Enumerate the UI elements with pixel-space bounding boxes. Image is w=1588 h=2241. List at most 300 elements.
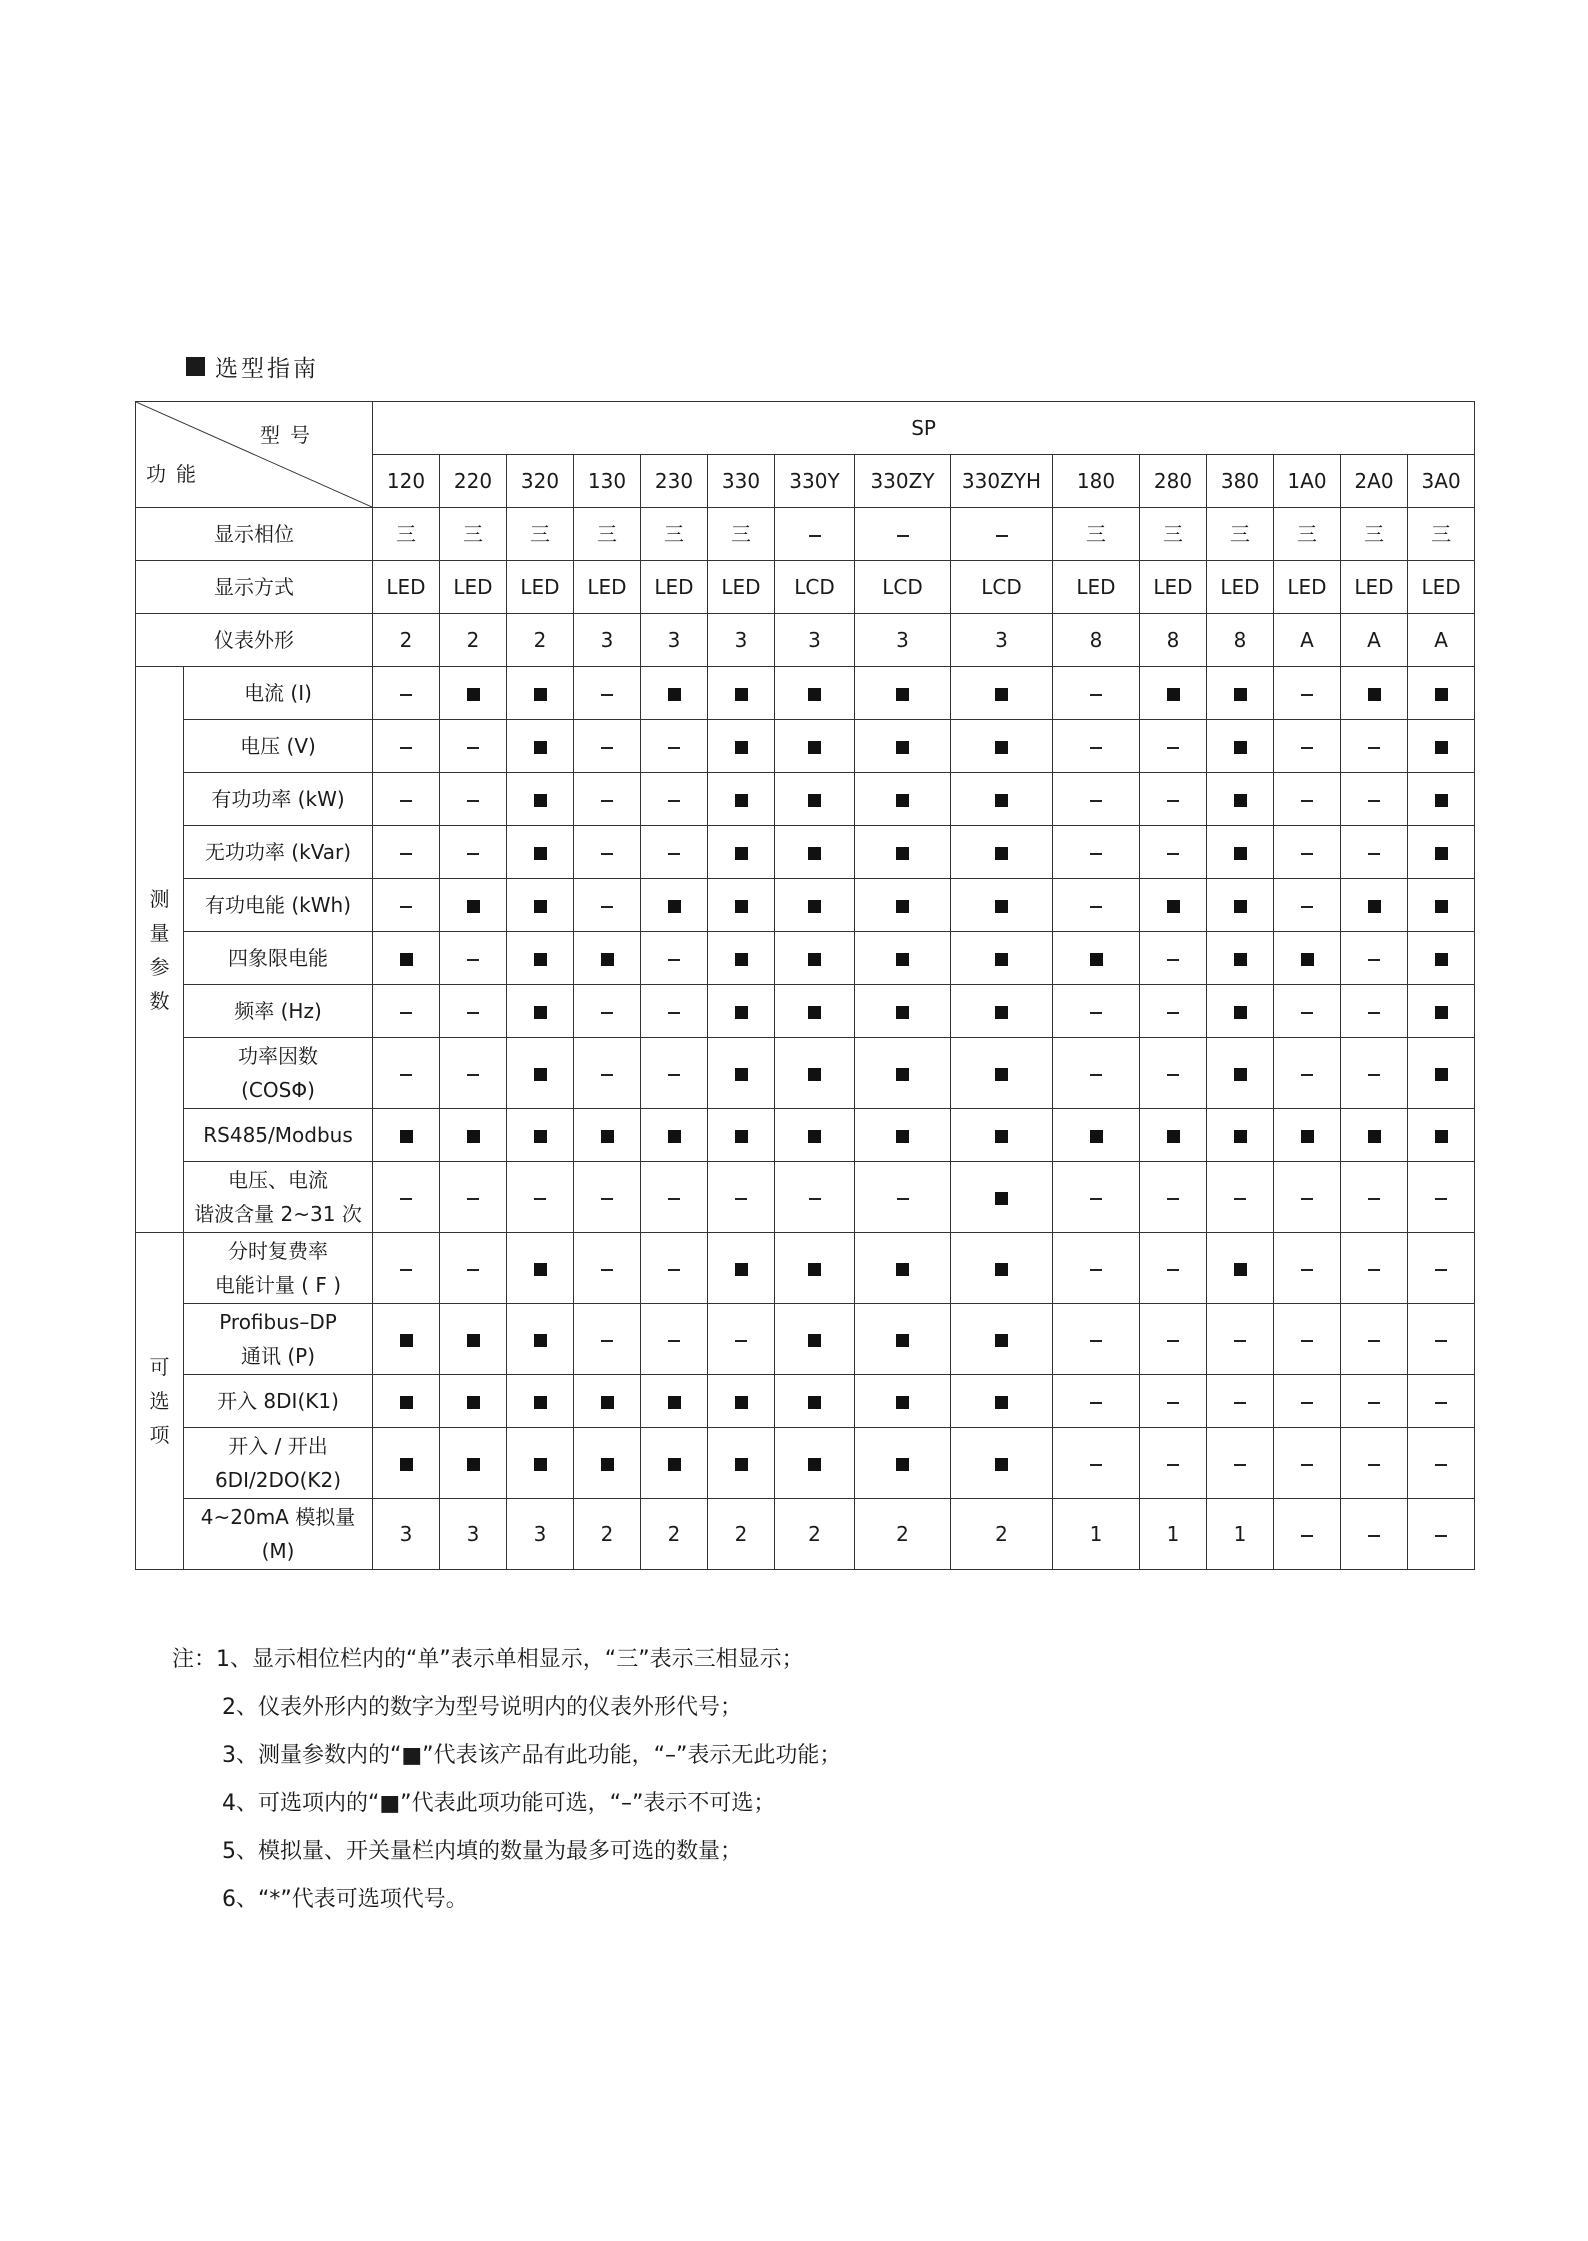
filled-square-icon (400, 1334, 413, 1347)
dash-icon (1167, 1464, 1179, 1466)
row-label (184, 1428, 373, 1499)
filled-square-icon (995, 847, 1008, 860)
value-cell (775, 985, 855, 1038)
filled-square-icon (1435, 1130, 1448, 1143)
value-cell (373, 667, 440, 720)
value-cell (775, 1109, 855, 1162)
value-cell (775, 1304, 855, 1375)
dash-icon (1435, 1535, 1447, 1537)
value-cell (1408, 720, 1475, 773)
filled-square-icon (808, 1006, 821, 1019)
value-cell: 三 (1207, 508, 1274, 561)
value-cell (507, 1109, 574, 1162)
value-cell (1140, 667, 1207, 720)
filled-square-icon (1234, 1130, 1247, 1143)
value-cell (1140, 1038, 1207, 1109)
value-cell (1207, 1109, 1274, 1162)
filled-square-icon (467, 1334, 480, 1347)
value-cell (574, 1428, 641, 1499)
filled-square-icon (1234, 1068, 1247, 1081)
row-label-line: 四象限电能 (228, 946, 328, 970)
value-cell (951, 1233, 1053, 1304)
value-cell (1053, 720, 1140, 773)
value-cell (1341, 1375, 1408, 1428)
model-cell: 330ZYH (951, 455, 1053, 508)
dash-icon (467, 1074, 479, 1076)
value-cell (373, 773, 440, 826)
value-cell: 8 (1140, 614, 1207, 667)
value-cell (708, 720, 775, 773)
row-label (184, 1038, 373, 1109)
value-cell (641, 1428, 708, 1499)
dash-icon (400, 1198, 412, 1200)
note-line: 注：1、显示相位栏内的“单”表示单相显示，“三”表示三相显示； (172, 1647, 804, 1672)
value-cell (1274, 1109, 1341, 1162)
row-label-line: 开入 / 开出 (228, 1434, 328, 1458)
dash-icon (601, 747, 613, 749)
value-cell (440, 1162, 507, 1233)
value-cell (373, 1304, 440, 1375)
dash-icon (467, 853, 479, 855)
value-cell (855, 826, 951, 879)
dash-icon (534, 1198, 546, 1200)
filled-square-icon (735, 1458, 748, 1471)
value-cell: 3 (855, 614, 951, 667)
filled-square-icon (534, 1396, 547, 1409)
value-cell (641, 1304, 708, 1375)
value-cell: 3 (951, 614, 1053, 667)
filled-square-icon (1435, 1068, 1448, 1081)
note-line: 6、“*”代表可选项代号。 (222, 1887, 468, 1912)
filled-square-icon (735, 1130, 748, 1143)
dash-icon (1368, 853, 1380, 855)
filled-square-icon (534, 900, 547, 913)
value-cell (641, 985, 708, 1038)
filled-square-icon (1234, 1263, 1247, 1276)
value-cell (855, 667, 951, 720)
value-cell (1053, 985, 1140, 1038)
dash-icon (897, 535, 909, 537)
notes (172, 1636, 841, 1924)
row-label (184, 879, 373, 932)
dash-icon (1167, 1074, 1179, 1076)
value-cell (951, 508, 1053, 561)
value-cell: A (1408, 614, 1475, 667)
table-row (136, 614, 1475, 667)
value-cell (1053, 1233, 1140, 1304)
value-cell: 三 (507, 508, 574, 561)
value-cell (641, 1162, 708, 1233)
model-cell: 220 (440, 455, 507, 508)
value-cell (1140, 1428, 1207, 1499)
dash-icon (1368, 800, 1380, 802)
filled-square-icon (534, 847, 547, 860)
row-label (184, 985, 373, 1038)
dash-icon (1167, 800, 1179, 802)
value-cell (1341, 826, 1408, 879)
row-label-line: 有功功率 (kW) (211, 787, 345, 811)
value-cell (574, 1109, 641, 1162)
filled-square-icon (735, 1396, 748, 1409)
dash-icon (400, 694, 412, 696)
value-cell (855, 773, 951, 826)
value-cell (951, 1109, 1053, 1162)
value-cell: 3 (708, 614, 775, 667)
value-cell (641, 1109, 708, 1162)
value-cell: 2 (507, 614, 574, 667)
value-cell (708, 1109, 775, 1162)
value-cell (775, 508, 855, 561)
value-cell (574, 1162, 641, 1233)
filled-square-icon (467, 688, 480, 701)
value-cell (574, 773, 641, 826)
filled-square-icon (896, 1130, 909, 1143)
value-cell (373, 720, 440, 773)
model-corner-label: 型号 (260, 423, 320, 447)
group-label-char: 可 (149, 1355, 170, 1379)
filled-square-icon (896, 1396, 909, 1409)
group-label-char: 参 (149, 954, 170, 979)
filled-square-icon (1167, 688, 1180, 701)
value-cell (1408, 1428, 1475, 1499)
value-cell (373, 1233, 440, 1304)
dash-icon (1368, 1012, 1380, 1014)
dash-icon (1301, 1464, 1313, 1466)
dash-icon (1435, 1340, 1447, 1342)
filled-square-icon (1167, 900, 1180, 913)
dash-icon (1368, 1464, 1380, 1466)
filled-square-icon (808, 1263, 821, 1276)
dash-icon (668, 1012, 680, 1014)
filled-square-icon (735, 1263, 748, 1276)
filled-square-icon (735, 953, 748, 966)
row-label-line: 电能计量 ( F ) (214, 1273, 342, 1297)
value-cell: 2 (574, 1499, 641, 1570)
dash-icon (668, 1198, 680, 1200)
value-cell (708, 773, 775, 826)
group-label-char: 项 (149, 1423, 170, 1447)
row-label-line: 电流 (I) (244, 681, 312, 705)
value-cell: 三 (1274, 508, 1341, 561)
value-cell: LED (641, 561, 708, 614)
value-cell (1274, 1499, 1341, 1570)
filled-square-icon (896, 900, 909, 913)
value-cell (775, 1162, 855, 1233)
filled-square-icon (896, 847, 909, 860)
value-cell (1341, 932, 1408, 985)
value-cell: LED (440, 561, 507, 614)
value-cell (1207, 985, 1274, 1038)
dash-icon (601, 1198, 613, 1200)
filled-square-icon (808, 741, 821, 754)
value-cell (775, 720, 855, 773)
row-label-line: 功率因数 (238, 1044, 318, 1068)
value-cell (951, 1038, 1053, 1109)
value-cell (1140, 773, 1207, 826)
group-label-char: 数 (149, 988, 170, 1013)
dash-icon (1368, 1198, 1380, 1200)
value-cell (1274, 985, 1341, 1038)
value-cell: 2 (855, 1499, 951, 1570)
value-cell (507, 985, 574, 1038)
row-label (184, 720, 373, 773)
value-cell (1274, 773, 1341, 826)
value-cell (1140, 1233, 1207, 1304)
value-cell (1207, 879, 1274, 932)
value-cell: 三 (1140, 508, 1207, 561)
value-cell: LED (574, 561, 641, 614)
value-cell (951, 826, 1053, 879)
value-cell (708, 879, 775, 932)
dash-icon (1435, 1464, 1447, 1466)
filled-square-icon (995, 1130, 1008, 1143)
value-cell (1408, 1233, 1475, 1304)
value-cell (1140, 826, 1207, 879)
value-cell (1408, 932, 1475, 985)
dash-icon (601, 906, 613, 908)
value-cell: 三 (373, 508, 440, 561)
filled-square-icon (400, 953, 413, 966)
filled-square-icon (995, 741, 1008, 754)
value-cell: A (1341, 614, 1408, 667)
filled-square-icon (735, 900, 748, 913)
group-label-char: 测 (149, 886, 170, 911)
row-label (184, 1304, 373, 1375)
dash-icon (897, 1198, 909, 1200)
value-cell (373, 1109, 440, 1162)
value-cell (855, 1304, 951, 1375)
value-cell (1274, 1428, 1341, 1499)
value-cell (440, 1375, 507, 1428)
value-cell (641, 1233, 708, 1304)
value-cell (1053, 932, 1140, 985)
dash-icon (735, 1198, 747, 1200)
value-cell (1274, 826, 1341, 879)
value-cell (373, 879, 440, 932)
value-cell (373, 1162, 440, 1233)
value-cell (951, 1375, 1053, 1428)
model-cell: 330 (708, 455, 775, 508)
filled-square-icon (735, 1006, 748, 1019)
value-cell (440, 773, 507, 826)
table-row (136, 1233, 1475, 1304)
value-cell (1341, 879, 1408, 932)
table-row (136, 1162, 1475, 1233)
value-cell: LCD (775, 561, 855, 614)
value-cell (373, 1428, 440, 1499)
value-cell: 三 (1341, 508, 1408, 561)
value-cell (373, 932, 440, 985)
value-cell: 3 (641, 614, 708, 667)
value-cell (1341, 720, 1408, 773)
dash-icon (601, 1012, 613, 1014)
row-label-line: 电压 (V) (240, 734, 316, 758)
dash-icon (809, 1198, 821, 1200)
filled-square-icon (668, 900, 681, 913)
value-cell (1341, 667, 1408, 720)
value-cell (1274, 879, 1341, 932)
filled-square-icon (601, 1130, 614, 1143)
value-cell (1140, 932, 1207, 985)
value-cell (855, 1375, 951, 1428)
value-cell (507, 879, 574, 932)
value-cell (1341, 1428, 1408, 1499)
diagonal-header-cell (136, 402, 373, 508)
value-cell (574, 1038, 641, 1109)
value-cell: 三 (641, 508, 708, 561)
dash-icon (1090, 1464, 1102, 1466)
value-cell (951, 1428, 1053, 1499)
value-cell: LED (373, 561, 440, 614)
filled-square-icon (735, 1068, 748, 1081)
value-cell: LED (708, 561, 775, 614)
diagonal-line (136, 402, 372, 507)
filled-square-icon (995, 1263, 1008, 1276)
value-cell (1408, 773, 1475, 826)
value-cell (373, 826, 440, 879)
value-cell (1341, 1162, 1408, 1233)
table-row (136, 1499, 1475, 1570)
dash-icon (1167, 1012, 1179, 1014)
value-cell (574, 985, 641, 1038)
row-label (184, 1109, 373, 1162)
value-cell (775, 932, 855, 985)
dash-icon (1368, 1340, 1380, 1342)
value-cell (440, 985, 507, 1038)
value-cell (1341, 1233, 1408, 1304)
filled-square-icon (534, 1130, 547, 1143)
dash-icon (601, 694, 613, 696)
value-cell (440, 826, 507, 879)
value-cell (641, 932, 708, 985)
dash-icon (1090, 800, 1102, 802)
dash-icon (1301, 1198, 1313, 1200)
dash-icon (1301, 1402, 1313, 1404)
model-cell: 2A0 (1341, 455, 1408, 508)
value-cell (1053, 1162, 1140, 1233)
group-label (136, 667, 184, 1233)
value-cell (775, 1428, 855, 1499)
value-cell: 3 (775, 614, 855, 667)
value-cell (1274, 1233, 1341, 1304)
filled-square-icon (808, 1334, 821, 1347)
dash-icon (668, 853, 680, 855)
row-label-line: (COSΦ) (241, 1078, 315, 1102)
filled-square-icon (1090, 953, 1103, 966)
filled-square-icon (534, 1458, 547, 1471)
value-cell (440, 1428, 507, 1499)
value-cell (440, 720, 507, 773)
value-cell (775, 1375, 855, 1428)
value-cell (1140, 879, 1207, 932)
filled-square-icon (735, 794, 748, 807)
dash-icon (1368, 959, 1380, 961)
value-cell: 三 (1053, 508, 1140, 561)
value-cell (507, 667, 574, 720)
value-cell (951, 720, 1053, 773)
filled-square-icon (400, 1396, 413, 1409)
value-cell (1408, 1375, 1475, 1428)
value-cell (1408, 667, 1475, 720)
row-label (184, 932, 373, 985)
value-cell (1408, 985, 1475, 1038)
dash-icon (400, 1074, 412, 1076)
row-label-line: RS485/Modbus (203, 1123, 353, 1147)
value-cell (1207, 1428, 1274, 1499)
dash-icon (1167, 1198, 1179, 1200)
filled-square-icon (896, 688, 909, 701)
value-cell (855, 985, 951, 1038)
value-cell (775, 826, 855, 879)
value-cell (1140, 1304, 1207, 1375)
filled-square-icon (995, 953, 1008, 966)
value-cell (1053, 667, 1140, 720)
dash-icon (601, 800, 613, 802)
filled-square-icon (467, 900, 480, 913)
value-cell (1408, 826, 1475, 879)
model-cell: 320 (507, 455, 574, 508)
value-cell (855, 1109, 951, 1162)
value-cell (1207, 1233, 1274, 1304)
row-label (184, 1162, 373, 1233)
filled-square-icon (601, 1458, 614, 1471)
filled-square-icon (1301, 1130, 1314, 1143)
value-cell (1140, 1109, 1207, 1162)
dash-icon (1301, 1340, 1313, 1342)
filled-square-icon (995, 1396, 1008, 1409)
table-row (136, 773, 1475, 826)
dash-icon (1435, 1269, 1447, 1271)
value-cell (1408, 1304, 1475, 1375)
dash-icon (1301, 1535, 1313, 1537)
value-cell (951, 667, 1053, 720)
filled-square-icon (808, 1458, 821, 1471)
dash-icon (1167, 1269, 1179, 1271)
filled-square-icon (896, 1263, 909, 1276)
value-cell (951, 985, 1053, 1038)
dash-icon (1301, 747, 1313, 749)
value-cell: 1 (1053, 1499, 1140, 1570)
model-cell: 330ZY (855, 455, 951, 508)
value-cell (440, 932, 507, 985)
value-cell (708, 667, 775, 720)
filled-square-icon (896, 1068, 909, 1081)
filled-square-icon (1090, 1130, 1103, 1143)
value-cell (507, 826, 574, 879)
value-cell (574, 826, 641, 879)
filled-square-icon (601, 953, 614, 966)
row-label: 显示方式 (136, 561, 373, 614)
value-cell (440, 1109, 507, 1162)
dash-icon (668, 1074, 680, 1076)
value-cell: 3 (574, 614, 641, 667)
table-row (136, 1428, 1475, 1499)
value-cell (1274, 1162, 1341, 1233)
filled-square-icon (808, 688, 821, 701)
value-cell (855, 932, 951, 985)
row-label-line: (M) (261, 1539, 295, 1563)
table-row (136, 667, 1475, 720)
value-cell (1140, 1375, 1207, 1428)
value-cell (1341, 1499, 1408, 1570)
dash-icon (467, 1012, 479, 1014)
filled-square-icon (808, 1068, 821, 1081)
dash-icon (1090, 1074, 1102, 1076)
value-cell (1140, 985, 1207, 1038)
dash-icon (1301, 694, 1313, 696)
heading-text: 选型指南 (215, 356, 319, 382)
value-cell (440, 1304, 507, 1375)
